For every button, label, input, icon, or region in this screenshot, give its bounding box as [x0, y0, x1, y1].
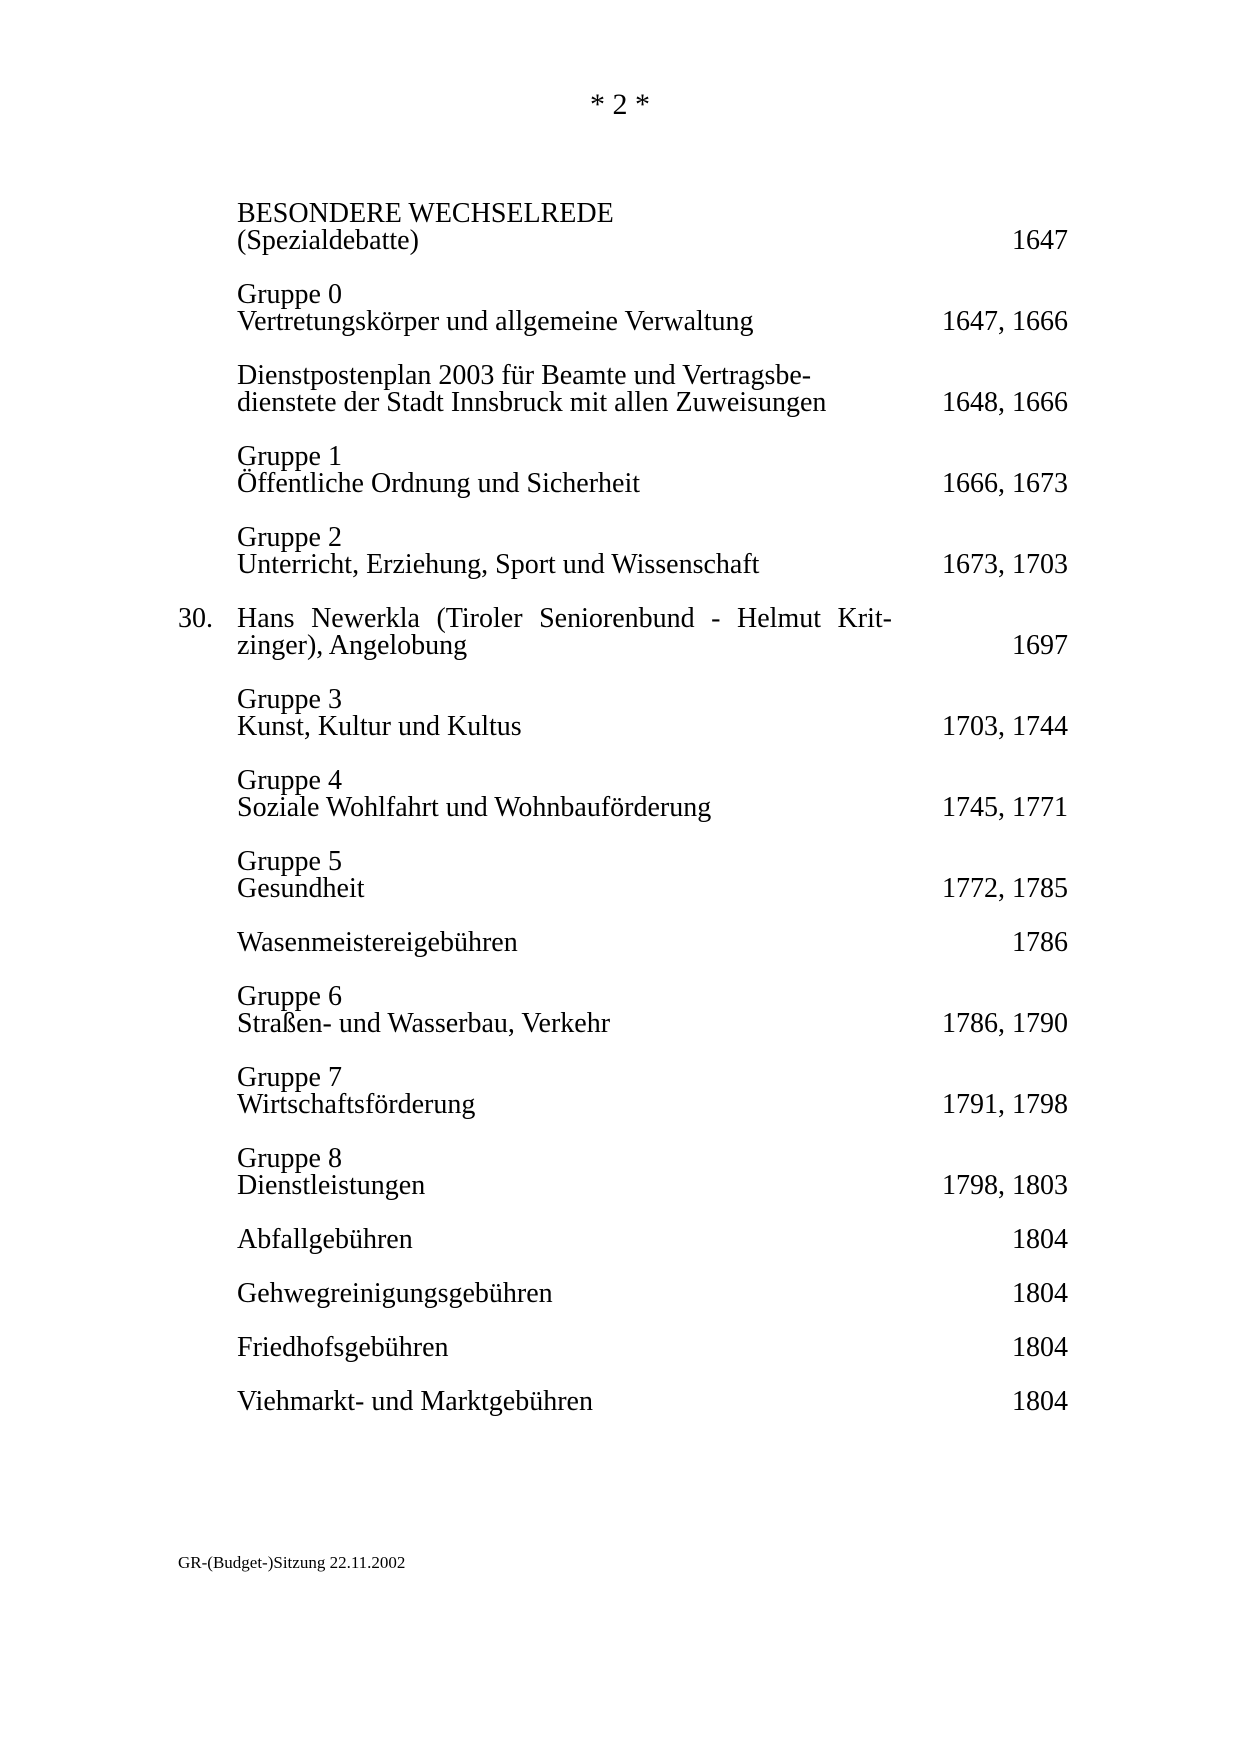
entry-pages: 1666, 1673 [942, 468, 1068, 499]
entry-pages: 1745, 1771 [942, 792, 1068, 823]
entry-pages: 1804 [1012, 1278, 1068, 1309]
entry-line: Gruppe 7 [237, 1062, 342, 1093]
entry-line: Viehmarkt- und Marktgebühren [237, 1386, 593, 1417]
entry-title [237, 848, 892, 902]
entry-pages: 1804 [1012, 1332, 1068, 1363]
entry-line: Gruppe 1 [237, 441, 342, 472]
entry-line: Gruppe 6 [237, 981, 342, 1012]
entry-pages: 1647, 1666 [942, 306, 1068, 337]
table-of-contents [178, 200, 1068, 1442]
toc-entry [178, 929, 1068, 956]
entry-line: Gruppe 4 [237, 765, 342, 796]
entry-pages: 1804 [1012, 1224, 1068, 1255]
entry-pages: 1673, 1703 [942, 549, 1068, 580]
toc-entry [178, 1280, 1068, 1307]
entry-pages: 1703, 1744 [942, 711, 1068, 742]
toc-entry [178, 605, 1068, 659]
toc-entry [178, 281, 1068, 335]
page-number: * 2 * [590, 88, 650, 121]
toc-entry [178, 767, 1068, 821]
entry-pages: 1786 [1012, 927, 1068, 958]
entry-line: Gruppe 5 [237, 846, 342, 877]
entry-line: Gruppe 3 [237, 684, 342, 715]
toc-entry [178, 1064, 1068, 1118]
entry-title [237, 1388, 892, 1415]
entry-line: BESONDERE WECHSELREDE [237, 198, 614, 229]
entry-title [237, 443, 892, 497]
entry-title [237, 1226, 892, 1253]
toc-entry [178, 443, 1068, 497]
entry-line: Wirtschaftsförderung [237, 1089, 476, 1120]
entry-title [237, 605, 892, 659]
entry-title [237, 362, 892, 416]
entry-title [237, 983, 892, 1037]
entry-number: 30. [178, 603, 213, 634]
entry-line: Abfallgebühren [237, 1224, 413, 1255]
entry-pages: 1798, 1803 [942, 1170, 1068, 1201]
entry-line: Gesundheit [237, 873, 365, 904]
entry-line: Hans Newerkla (Tiroler Seniorenbund - Helmut Krit- [237, 603, 892, 634]
toc-entry [178, 524, 1068, 578]
entry-line: Friedhofsgebühren [237, 1332, 449, 1363]
entry-line: Gruppe 2 [237, 522, 342, 553]
toc-entry [178, 1334, 1068, 1361]
toc-entry [178, 848, 1068, 902]
toc-entry [178, 1388, 1068, 1415]
entry-pages: 1804 [1012, 1386, 1068, 1417]
entry-pages: 1772, 1785 [942, 873, 1068, 904]
toc-entry [178, 1226, 1068, 1253]
entry-line: Vertretungskörper und allgemeine Verwaltung [237, 306, 754, 337]
toc-entry [178, 983, 1068, 1037]
entry-title [237, 281, 892, 335]
entry-line: Unterricht, Erziehung, Sport und Wissenschaft [237, 549, 760, 580]
entry-line: Gehwegreinigungsgebühren [237, 1278, 553, 1309]
entry-title [237, 1145, 892, 1199]
toc-entry [178, 1145, 1068, 1199]
entry-pages: 1791, 1798 [942, 1089, 1068, 1120]
entry-title [237, 1064, 892, 1118]
entry-pages: 1647 [1012, 225, 1068, 256]
entry-line: zinger), Angelobung [237, 630, 468, 661]
entry-line: Gruppe 0 [237, 279, 342, 310]
entry-pages: 1697 [1012, 630, 1068, 661]
entry-line: Gruppe 8 [237, 1143, 342, 1174]
entry-line: Straßen- und Wasserbau, Verkehr [237, 1008, 611, 1039]
entry-pages: 1786, 1790 [942, 1008, 1068, 1039]
entry-line: Öffentliche Ordnung und Sicherheit [237, 468, 641, 499]
entry-line: (Spezialdebatte) [237, 225, 419, 256]
entry-title [237, 686, 892, 740]
entry-title [237, 929, 892, 956]
entry-pages: 1648, 1666 [942, 387, 1068, 418]
entry-line: Dienstpostenplan 2003 für Beamte und Vertragsbe- [237, 360, 812, 391]
entry-title [237, 524, 892, 578]
entry-title [237, 200, 892, 254]
entry-title [237, 1334, 892, 1361]
entry-title [237, 767, 892, 821]
entry-line: dienstete der Stadt Innsbruck mit allen Zuweisungen [237, 387, 827, 418]
toc-entry [178, 686, 1068, 740]
footer-session-date: GR-(Budget-)Sitzung 22.11.2002 [178, 1553, 406, 1572]
toc-entry [178, 200, 1068, 254]
entry-line: Kunst, Kultur und Kultus [237, 711, 522, 742]
entry-line: Wasenmeistereigebühren [237, 927, 518, 958]
entry-line: Soziale Wohlfahrt und Wohnbauförderung [237, 792, 712, 823]
entry-title [237, 1280, 892, 1307]
toc-entry [178, 362, 1068, 416]
entry-line: Dienstleistungen [237, 1170, 426, 1201]
